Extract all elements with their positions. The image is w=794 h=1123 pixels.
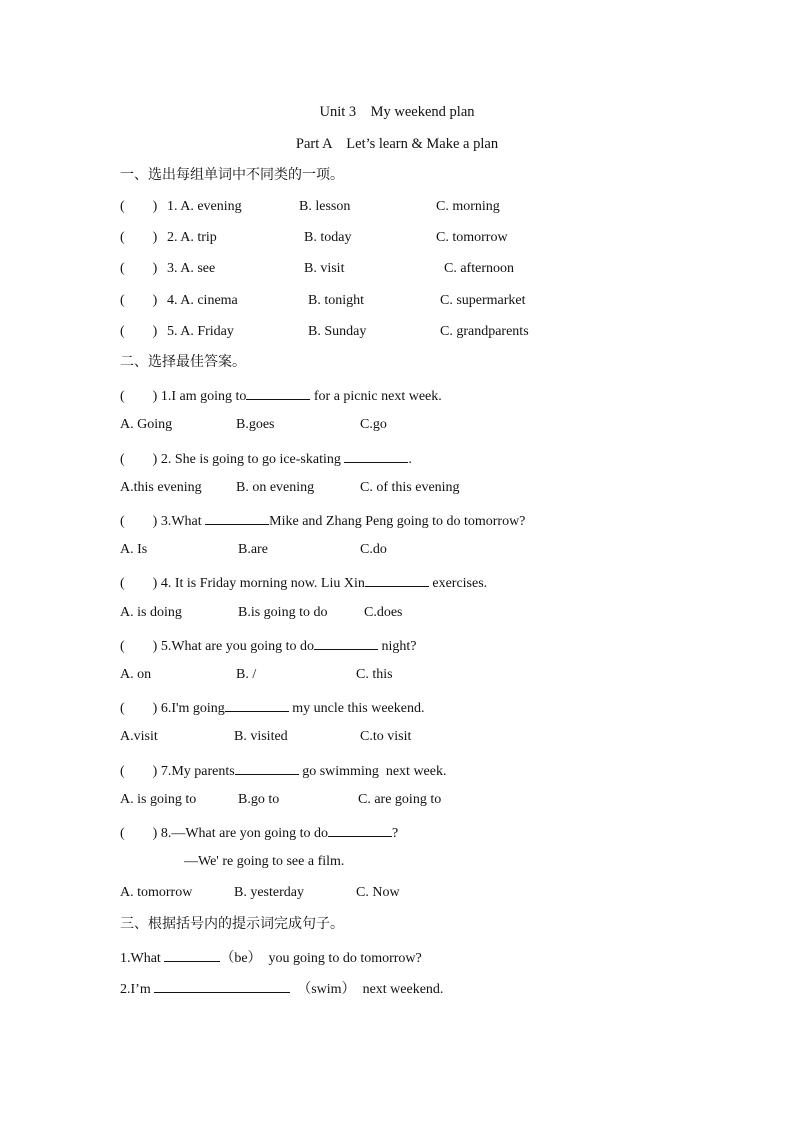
sentence-1: 1.What （be） you going to do tomorrow? <box>120 947 422 968</box>
question-2: ( ) 2. She is going to go ice-skating . <box>120 448 412 469</box>
option-b: B. on evening <box>236 480 315 495</box>
option-b: B. lesson <box>299 199 351 214</box>
option-a: 3. A. see <box>167 261 216 276</box>
fill-blank[interactable] <box>205 510 269 525</box>
fill-blank[interactable] <box>365 572 429 587</box>
option-c: C. supermarket <box>440 293 526 308</box>
fill-blank[interactable] <box>328 822 392 837</box>
answer-paren[interactable]: ( ) <box>120 639 158 654</box>
option-c: C.go <box>360 417 387 432</box>
option-c: C. tomorrow <box>436 230 508 245</box>
option-a: 2. A. trip <box>167 230 217 245</box>
option-c: C. morning <box>436 199 500 214</box>
answer-paren[interactable]: ( ) <box>120 576 158 591</box>
option-b: B. today <box>304 230 352 245</box>
option-a: A. Is <box>120 542 148 557</box>
option-b: B. yesterday <box>234 885 304 900</box>
option-c: C. Now <box>356 885 400 900</box>
section-2-heading: 二、选择最佳答案。 <box>120 354 246 370</box>
option-a: 1. A. evening <box>167 199 242 214</box>
fill-blank[interactable] <box>235 760 299 775</box>
option-a: A. Going <box>120 417 173 432</box>
question-6: ( ) 6.I'm going my uncle this weekend. <box>120 697 424 718</box>
question-7: ( ) 7.My parents go swimming next week. <box>120 760 446 781</box>
answer-paren[interactable]: ( ) <box>120 199 158 214</box>
answer-paren[interactable]: ( ) <box>120 514 158 529</box>
option-b: B. visit <box>304 261 345 276</box>
question-8: ( ) 8.—What are yon going to do ? <box>120 822 398 843</box>
option-c: C.do <box>360 542 387 557</box>
option-c: C. of this evening <box>360 480 460 495</box>
answer-paren[interactable]: ( ) <box>120 230 158 245</box>
hint: （swim） <box>297 982 356 997</box>
fill-blank[interactable] <box>314 635 378 650</box>
option-b: B. Sunday <box>308 324 367 339</box>
section-3-heading: 三、根据括号内的提示词完成句子。 <box>120 916 344 932</box>
page-title: Unit 3 My weekend plan <box>319 104 475 120</box>
answer-paren[interactable]: ( ) <box>120 293 158 308</box>
option-c: C.to visit <box>360 729 412 744</box>
sentence-2: 2.I’m （swim） next weekend. <box>120 978 443 999</box>
fill-blank[interactable] <box>225 697 289 712</box>
option-b: B. tonight <box>308 293 365 308</box>
option-b: B.goes <box>236 417 275 432</box>
option-c: C. are going to <box>358 792 442 807</box>
answer-paren[interactable]: ( ) <box>120 764 158 779</box>
option-b: B.is going to do <box>238 605 328 620</box>
option-c: C. this <box>356 667 393 682</box>
option-a: 5. A. Friday <box>167 324 234 339</box>
question-8-reply: —We' re going to see a film. <box>184 854 345 869</box>
fill-blank[interactable] <box>154 978 290 993</box>
option-a: A.visit <box>120 729 158 744</box>
answer-paren[interactable]: ( ) <box>120 826 158 841</box>
option-b: B.are <box>238 542 268 557</box>
option-a: A. on <box>120 667 152 682</box>
section-1-heading: 一、选出每组单词中不同类的一项。 <box>120 167 344 183</box>
option-a: 4. A. cinema <box>167 293 238 308</box>
question-3: ( ) 3.What Mike and Zhang Peng going to do tomorrow? <box>120 510 525 531</box>
option-a: A. tomorrow <box>120 885 193 900</box>
answer-paren[interactable]: ( ) <box>120 261 158 276</box>
option-a: A. is doing <box>120 605 182 620</box>
option-b: B. / <box>236 667 257 682</box>
answer-paren[interactable]: ( ) <box>120 389 158 404</box>
option-b: B. visited <box>234 729 288 744</box>
option-b: B.go to <box>238 792 280 807</box>
hint: （be） <box>220 951 262 966</box>
question-1: ( ) 1.I am going to for a picnic next week. <box>120 385 442 406</box>
question-5: ( ) 5.What are you going to do night? <box>120 635 417 656</box>
answer-paren[interactable]: ( ) <box>120 701 158 716</box>
question-4: ( ) 4. It is Friday morning now. Liu Xin exercises. <box>120 572 487 593</box>
option-c: C. afternoon <box>444 261 514 276</box>
page-subtitle: Part A Let’s learn & Make a plan <box>295 136 499 152</box>
option-c: C.does <box>364 605 403 620</box>
fill-blank[interactable] <box>164 947 220 962</box>
answer-paren[interactable]: ( ) <box>120 324 158 339</box>
fill-blank[interactable] <box>246 385 310 400</box>
option-a: A. is going to <box>120 792 197 807</box>
fill-blank[interactable] <box>344 448 408 463</box>
option-a: A.this evening <box>120 480 202 495</box>
answer-paren[interactable]: ( ) <box>120 452 158 467</box>
option-c: C. grandparents <box>440 324 529 339</box>
